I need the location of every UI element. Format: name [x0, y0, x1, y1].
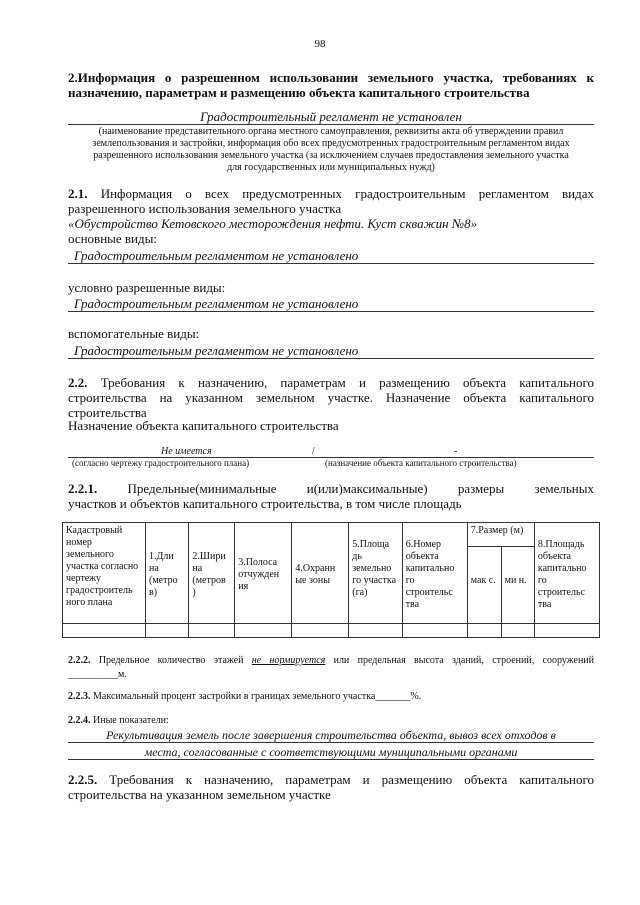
col-cadastral-header: Кадастровый номер земельного участка согласно чертежу градостроитель ного плана: [63, 523, 146, 624]
table-cell: [146, 623, 189, 637]
s22-value1: Не имеется: [161, 446, 212, 457]
s22-line3: строительства: [68, 405, 147, 420]
regulation-note-line4: для государственных или муниципальных нужд): [227, 162, 435, 173]
s21-number: 2.1.: [68, 186, 88, 201]
table-cell: [501, 623, 534, 637]
col-zone-header: 4.Охранн ые зоны: [292, 523, 349, 624]
s222-post: или предельная высота зданий, строений, сооружений: [333, 655, 594, 666]
regulation-note-line2: землепользования и застройки, информация обо всех предусмотренных градостроительным регламентом видах: [92, 138, 570, 149]
s224-value1: Рекультивация земель после завершения строительства объекта, вывоз всех отходов в: [68, 728, 594, 743]
section-heading-line1: 2.Информация о разрешенном использовании земельного участка, требованиях к: [68, 70, 594, 85]
s223-text: Максимальный процент застройки в границах земельного участка_______%.: [93, 691, 422, 702]
col-size-header: 7.Размер (м): [467, 523, 534, 547]
s21-aux-value: Градостроительным регламентом не установлено: [68, 343, 594, 359]
s21-cond-label: условно разрешенные виды:: [68, 280, 226, 295]
s225-line1: [68, 772, 594, 787]
s222-line2: __________м.: [68, 669, 127, 680]
section-heading-line2: назначению, параметрам и размещению объекта капитального строительства: [68, 85, 530, 100]
col-area-header: 5.Площа дь земельно го участка (га): [349, 523, 402, 624]
s22-value2: -: [454, 446, 458, 457]
s21-main-value: Градостроительным регламентом не установлено: [68, 248, 594, 264]
s22-line4: Назначение объекта капитального строительства: [68, 418, 339, 433]
s223-number: 2.2.3.: [68, 691, 91, 702]
s224-label-line: [68, 714, 594, 727]
s222-number: 2.2.2.: [68, 655, 91, 666]
s223-line: [68, 690, 594, 703]
s21-main-label: основные виды:: [68, 231, 157, 246]
table-cell: [63, 623, 146, 637]
s22-separator: /: [312, 446, 315, 457]
col-obj-area-header: 8.Площадь объекта капитально го строительс тва: [534, 523, 599, 624]
s225-text1: Требования к назначению, параметрам и размещению объекта капитального: [109, 772, 595, 787]
table-cell: [534, 623, 599, 637]
s22-line2: строительства на указанном земельном участке. Назначение объекта капитального: [68, 390, 594, 405]
s22-note2: (назначение объекта капитального строительства): [325, 458, 517, 468]
table-cell: [349, 623, 402, 637]
s22-notes-row: [68, 458, 594, 470]
s224-value2: места, согласованные с соответствующими муниципальными органами: [68, 745, 594, 760]
col-width-header: 2.Шири на (метров ): [189, 523, 235, 624]
table-cell: [189, 623, 235, 637]
regulation-value: Градостроительный регламент не установлен: [68, 109, 594, 125]
regulation-note-line1: (наименование представительного органа местного самоуправления, реквизиты акта об утверждении правил: [98, 126, 564, 137]
parameters-table: [62, 522, 600, 638]
s21-cond-value: Градостроительным регламентом не установлено: [68, 296, 594, 312]
s21-text1: Информация о всех предусмотренных градостроительным регламентом видах: [100, 186, 595, 201]
s21-line1: [68, 186, 594, 201]
table-cell: [235, 623, 292, 637]
col-size-max-header: мак с.: [467, 547, 501, 624]
s22-note1: (согласно чертежу градостроительного плана): [72, 458, 250, 468]
s21-line2: разрешенного использования земельного участка: [68, 201, 342, 216]
table-cell: [467, 623, 501, 637]
col-size-min-header: ми н.: [501, 547, 534, 624]
s22-values-row: [68, 444, 594, 458]
s222-value: не нормируется: [251, 655, 326, 666]
s225-line2: строительства на указанном земельном участке: [68, 787, 331, 802]
s222-pre: Предельное количество этажей: [98, 655, 244, 666]
regulation-note-line3: разрешенного использования земельного участка (за исключением случаев предоставления земельного участка: [93, 150, 569, 161]
s22-line1: [68, 375, 594, 390]
table-cell: [292, 623, 349, 637]
s221-text1: Предельные(минимальные и(или)максимальные) размеры земельных: [127, 481, 594, 496]
s22-number: 2.2.: [68, 375, 88, 390]
s21-aux-label: вспомогательные виды:: [68, 326, 200, 341]
col-length-header: 1.Дли на (метро в): [146, 523, 189, 624]
s21-object: «Обустройство Кетовского месторождения нефти. Куст скважин №8»: [68, 216, 478, 231]
s221-line2: участков и объектов капитального строительства, в том числе площадь: [68, 496, 462, 511]
table-cell: [402, 623, 467, 637]
page-number: 98: [314, 38, 326, 50]
s222-line1: [68, 654, 594, 667]
s221-line1: [68, 481, 594, 496]
col-strip-header: 3.Полоса отчужден ия: [235, 523, 292, 624]
s22-text1: Требования к назначению, параметрам и размещению объекта капитального: [100, 375, 595, 390]
s224-label: Иные показатели:: [93, 715, 169, 726]
s224-number: 2.2.4.: [68, 715, 91, 726]
s225-number: 2.2.5.: [68, 772, 98, 787]
table-row: [63, 623, 600, 637]
col-number-header: 6.Номер объекта капитально го строительс тва: [402, 523, 467, 624]
s221-number: 2.2.1.: [68, 481, 98, 496]
